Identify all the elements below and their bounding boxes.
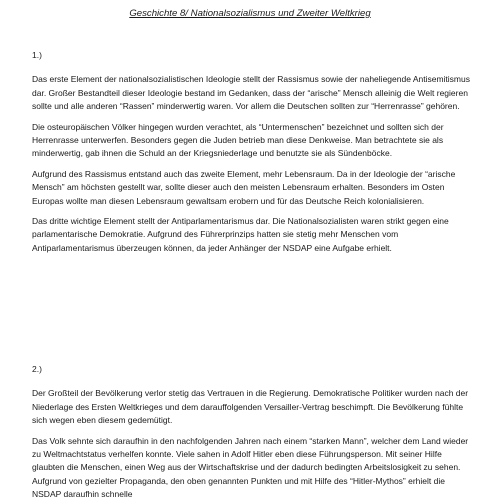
- paragraph: Das Volk sehnte sich daraufhin in den nachfolgenden Jahren nach einem “starken Mann”, welcher dem Land wieder zu Weltmachtstatus verhelfen konnte. Viele sahen in Adolf Hitler eben diese Führungsperson. Mit seiner Hilfe glaubten die Menschen, einen Weg aus der Wirtschaftskrise und der dadurch bedingten Arbeitslosigkeit zu sehen. Aufgrund von gezielter Propaganda, den oben genannten Punkten und mit Hilfe des “Hitler-Mythos” erhielt die NSDAP daraufhin schnelle: [32, 435, 469, 500]
- section-number: 1.): [32, 50, 42, 60]
- paragraph: Aufgrund des Rassismus entstand auch das zweite Element, mehr Lebensraum. Da in der Ideologie der “arische Mensch” am höchsten gestellt war, sollte dieser auch den meisten Lebensraum erhalten. Besonders im Osten Europas wollte man diesen Lebensraum gewaltsam erobern und für das Deutsche Reich kolonialisieren.: [32, 168, 456, 206]
- paragraph: Der Großteil der Bevölkerung verlor stetig das Vertrauen in die Regierung. Demokratische Politiker wurden nach der Niederlage des Ersten Weltkrieges und dem darauffolgenden Versailler-Vertrag beschimpft. Die Bevölkerung fühlte sich wegen eben diesem gedemütigt.: [32, 388, 469, 426]
- paragraph: Das dritte wichtige Element stellt der Antiparlamentarismus dar. Die Nationalsozialisten waren strikt gegen eine parlamentarische Demokratie. Aufgrund des Führerprinzips hatten sie stetig mehr Menschen vom Antiparlamentarismus überzeugen können, da jeder Anhänger der NSDAP eine Aufgabe erhielt.: [32, 216, 449, 253]
- paragraph: Das erste Element der nationalsozialistischen Ideologie stellt der Rassismus sowie der naheliegende Antisemitismus dar. Großer Bestandteil dieser Ideologie bestand im Gedanken, dass der “arische” Mensch alleinig die Welt regieren sollte und alle anderen “Rassen” minderwertig waren. Vor allem die Deutschen sollten zur “Herrenrasse” gehören.: [32, 74, 470, 112]
- paragraph: Die osteuropäischen Völker hingegen wurden verachtet, als “Untermenschen” bezeichnet und sollten sich der Herrenrasse unterwerfen. Besonders gegen die Juden betrieb man diese Denkweise. Man betrachtete sie als minderwertig, gab ihnen die Schuld an der Kriegsniederlage und benutzte sie als Sündenböcke.: [32, 121, 444, 159]
- section-2: [32, 363, 476, 500]
- section-number: 2.): [32, 364, 42, 374]
- document-title: Geschichte 8/ Nationalsozialismus und Zweiter Weltkrieg: [129, 8, 371, 19]
- section-1: [32, 49, 476, 262]
